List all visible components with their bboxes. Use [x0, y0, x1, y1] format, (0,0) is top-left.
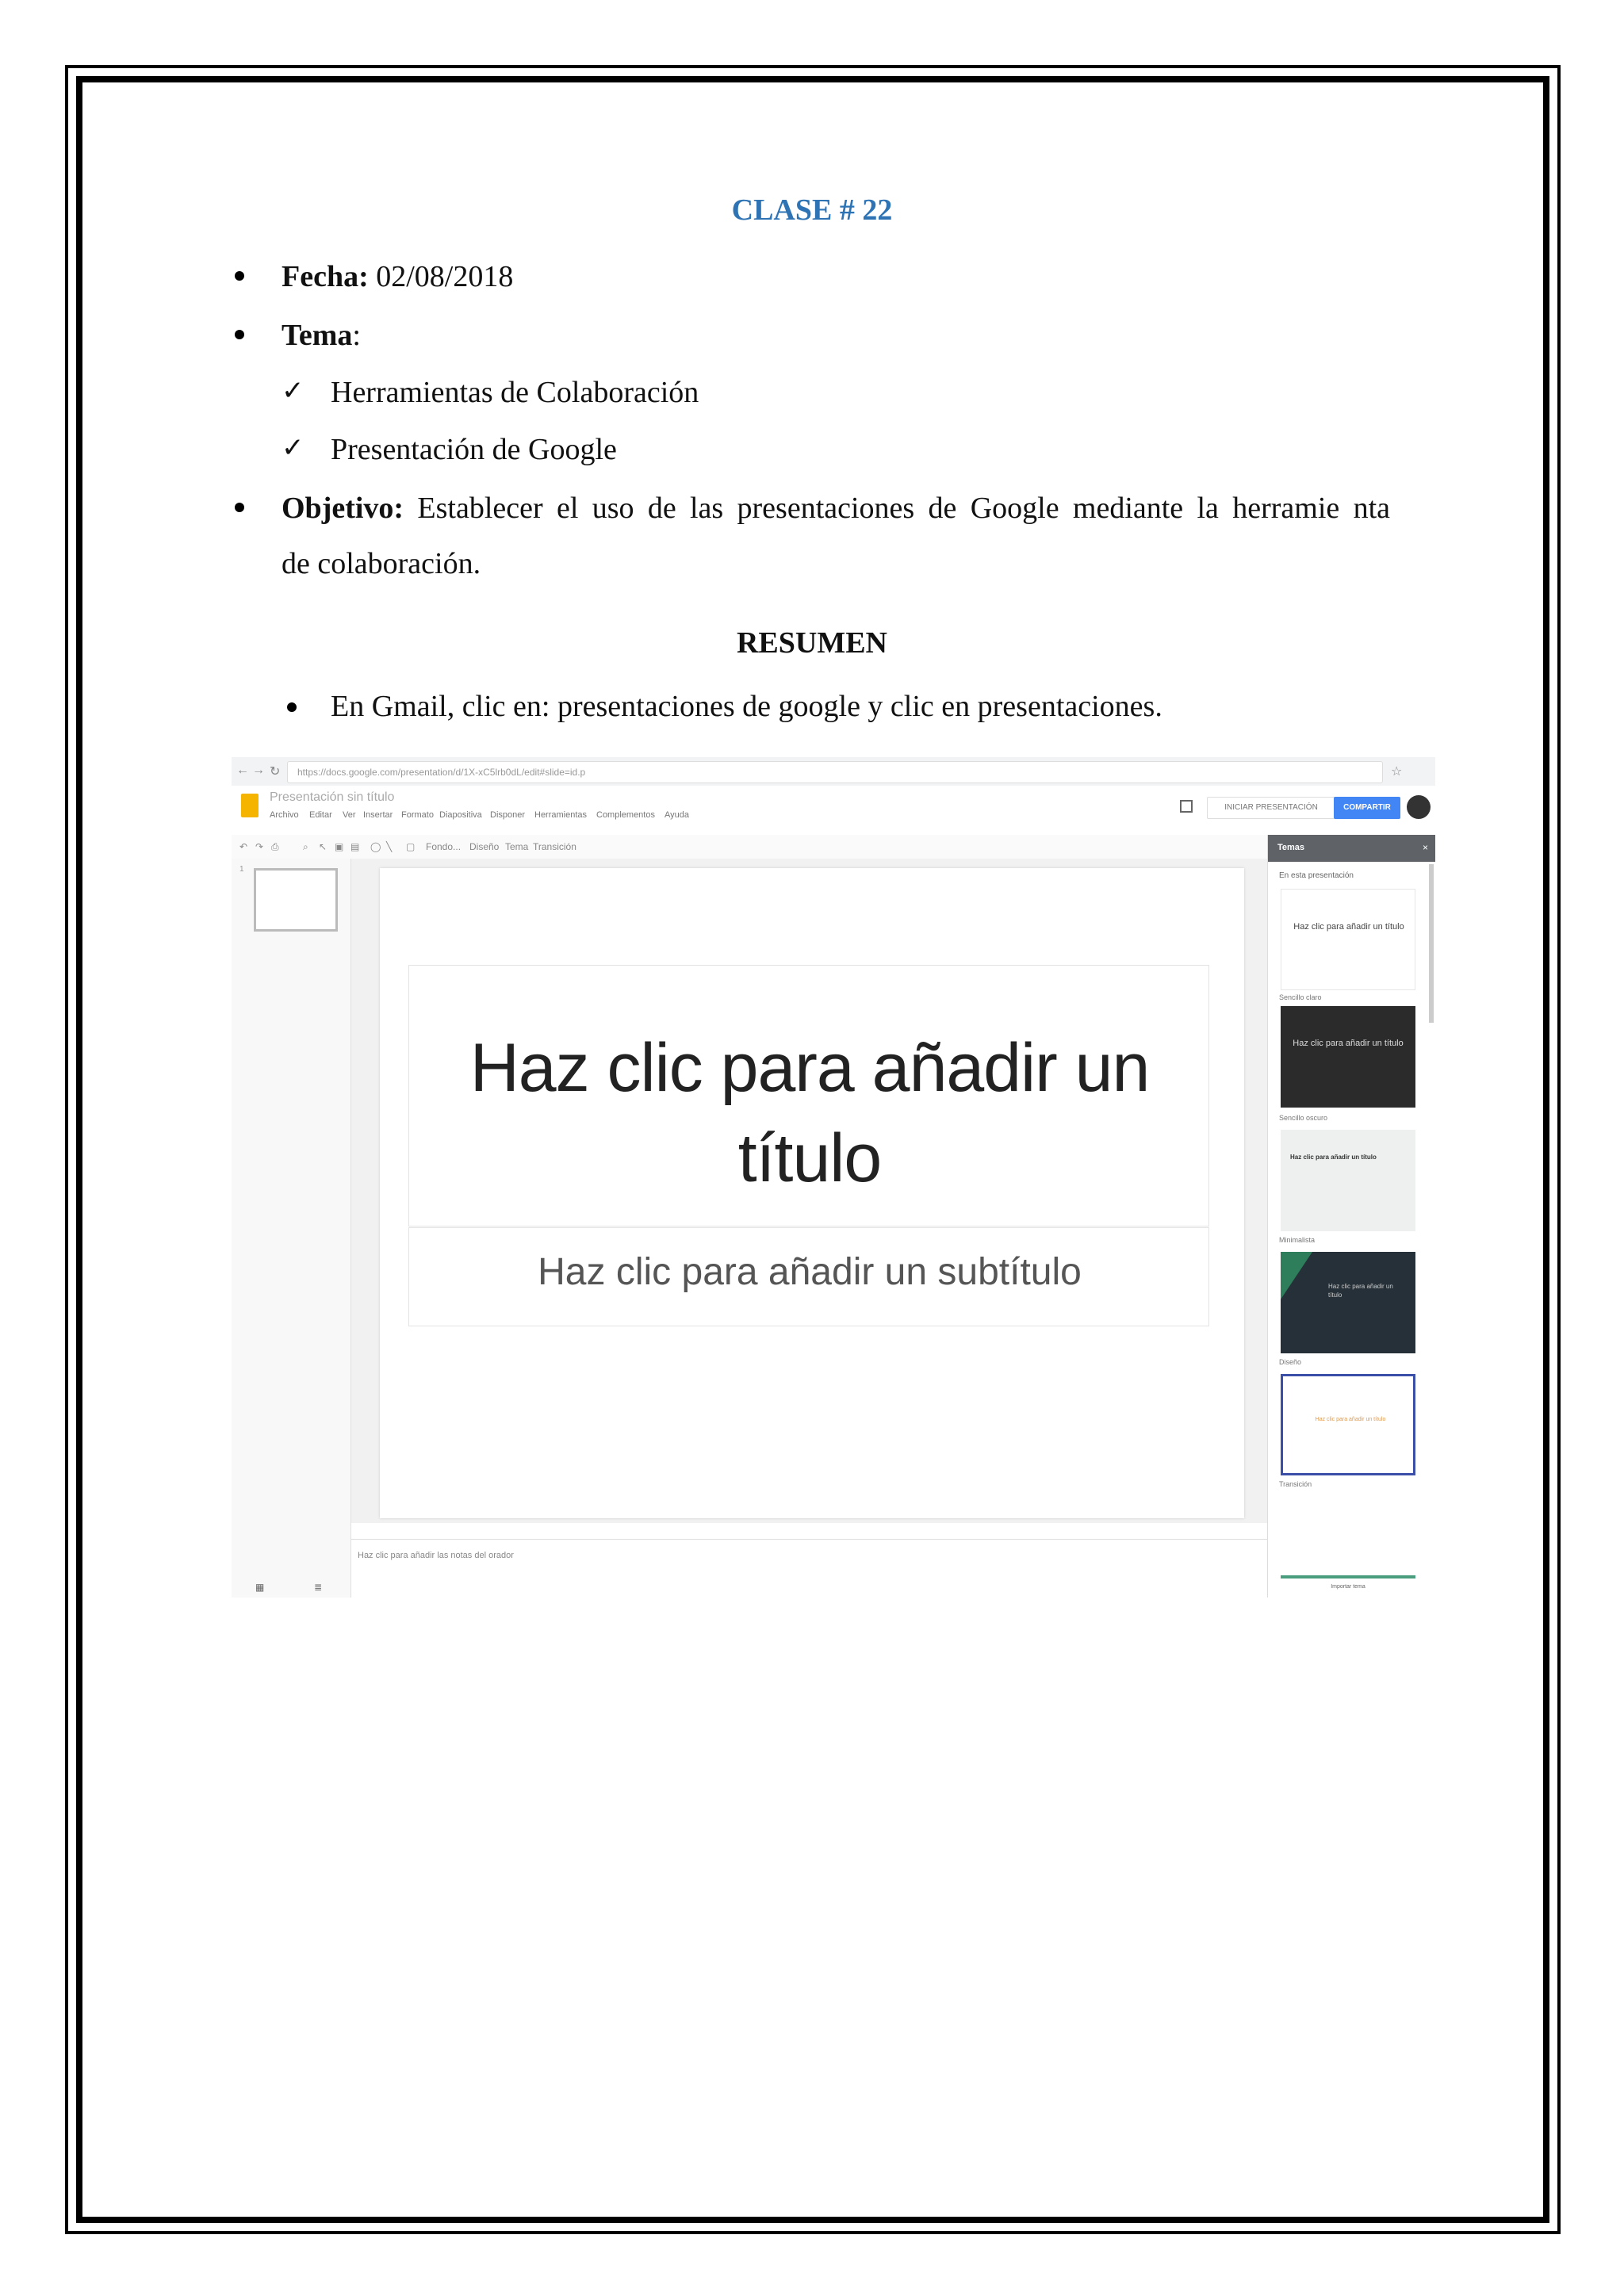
menu-item: Complementos	[596, 810, 655, 820]
bullet-icon	[287, 702, 297, 712]
theme-decoration	[1281, 1252, 1312, 1299]
comment-add-icon: ▢	[406, 841, 416, 852]
menu-item: Archivo	[270, 810, 299, 820]
slides-toolbar	[232, 835, 1435, 859]
menu-item: Ver	[343, 810, 356, 820]
theme-sample-text: Haz clic para añadir un título	[1315, 1417, 1386, 1422]
theme-sample-text: Haz clic para añadir un título	[1293, 922, 1404, 932]
objetivo-text: Establecer el uso de las presentaciones de Google mediante la herramie nta	[417, 492, 1391, 525]
google-slides-screenshot	[232, 757, 1435, 1598]
select-icon: ↖	[319, 841, 327, 852]
present-button: INICIAR PRESENTACIÓN	[1207, 797, 1335, 819]
resumen-title: RESUMEN	[736, 626, 888, 660]
menu-item: Editar	[309, 810, 332, 820]
slide-number: 1	[239, 865, 244, 874]
toolbar-item: Transición	[533, 841, 576, 852]
comments-icon	[1180, 800, 1193, 813]
menu-item: Ayuda	[665, 810, 689, 820]
grid-view-icon: ▦	[255, 1582, 265, 1593]
bullet-icon	[235, 271, 244, 281]
fecha-line	[282, 262, 513, 292]
bullet-icon	[235, 503, 244, 512]
theme-thumbnail	[1281, 1006, 1415, 1108]
browser-extensions-icon: ☆	[1391, 765, 1403, 779]
print-icon: ⎙	[271, 841, 279, 852]
back-icon: ←	[236, 763, 249, 777]
zoom-icon: ⌕	[303, 841, 308, 852]
title-placeholder	[408, 965, 1209, 1226]
theme-label: Minimalista	[1279, 1236, 1316, 1244]
browser-bar	[232, 757, 1435, 786]
objetivo-line	[282, 493, 1390, 523]
slide	[380, 868, 1244, 1518]
slide-canvas-area	[351, 859, 1297, 1523]
slide-title: Haz clic para añadir un título	[469, 1030, 1150, 1196]
menu-item: Herramientas	[534, 810, 588, 820]
theme-label: Transición	[1279, 1480, 1312, 1488]
list-view-icon: ≣	[314, 1582, 323, 1593]
slides-app-bar	[232, 786, 1435, 835]
tema-line	[282, 320, 361, 350]
themes-panel	[1267, 835, 1435, 1598]
checkmark-icon: ✓	[282, 375, 304, 407]
resumen-item: En Gmail, clic en: presentaciones de google y clic en presentaciones.	[331, 690, 1162, 723]
reload-icon: ↻	[270, 765, 281, 779]
address-bar	[287, 761, 1383, 783]
share-button: COMPARTIR	[1334, 797, 1400, 819]
tema-colon: :	[352, 319, 361, 352]
toolbar-item: Tema	[505, 841, 529, 852]
forward-icon: →	[252, 763, 265, 777]
document-name: Presentación sin título	[270, 790, 395, 804]
toolbar-item: Diseño	[469, 841, 500, 852]
avatar	[1407, 795, 1431, 819]
themes-scrollbar	[1429, 864, 1434, 1023]
theme-thumbnail	[1281, 1374, 1415, 1475]
line-icon: ╲	[386, 841, 393, 852]
import-theme-button: Importar tema	[1281, 1575, 1415, 1598]
menu-item: Insertar	[363, 810, 393, 820]
theme-sample-text: Haz clic para añadir un título	[1328, 1283, 1393, 1299]
theme-label: Sencillo claro	[1279, 993, 1322, 1001]
toolbar-item: Fondo...	[426, 841, 462, 852]
themes-section: En esta presentación	[1279, 871, 1354, 880]
theme-sample-text: Haz clic para añadir un título	[1293, 1039, 1404, 1048]
objetivo-continuation: de colaboración.	[282, 547, 481, 580]
document-title: CLASE # 22	[731, 193, 893, 227]
redo-icon: ↷	[255, 841, 264, 852]
shape-icon: ◯	[370, 841, 381, 852]
themes-header	[1268, 835, 1435, 862]
objetivo-label: Objetivo:	[282, 492, 404, 525]
theme-thumbnail	[1281, 889, 1415, 990]
theme-label: Sencillo oscuro	[1279, 1114, 1328, 1122]
fecha-label: Fecha:	[282, 260, 369, 293]
close-icon: ×	[1422, 842, 1428, 853]
themes-title: Temas	[1277, 843, 1305, 852]
menu-item: Diapositiva	[439, 810, 482, 820]
theme-sample-text: Haz clic para añadir un título	[1290, 1154, 1377, 1161]
bullet-icon	[235, 330, 244, 339]
slides-logo-icon	[241, 794, 259, 817]
textbox-icon: ▣	[335, 841, 344, 852]
fecha-value: 02/08/2018	[368, 260, 514, 293]
undo-icon: ↶	[239, 841, 248, 852]
notes-placeholder: Haz clic para añadir las notas del orador	[358, 1551, 514, 1560]
theme-thumbnail	[1281, 1252, 1415, 1353]
speaker-notes	[351, 1539, 1297, 1598]
image-icon: ▤	[350, 841, 360, 852]
tema-item: Herramientas de Colaboración	[331, 376, 699, 409]
slide-filmstrip	[232, 859, 351, 1598]
tema-label: Tema	[282, 319, 353, 352]
menu-item: Disponer	[490, 810, 526, 820]
slide-subtitle: Haz clic para añadir un subtítulo	[538, 1251, 1082, 1293]
theme-thumbnail	[1281, 1130, 1415, 1231]
menu-item: Formato	[401, 810, 434, 820]
url-text: https://docs.google.com/presentation/d/1X-xC5lrb0dL/edit#slide=id.p	[297, 767, 586, 778]
theme-label: Diseño	[1279, 1358, 1302, 1366]
subtitle-placeholder	[408, 1227, 1209, 1326]
slide-thumbnail	[254, 868, 338, 932]
tema-item: Presentación de Google	[331, 433, 617, 466]
checkmark-icon: ✓	[282, 432, 304, 464]
